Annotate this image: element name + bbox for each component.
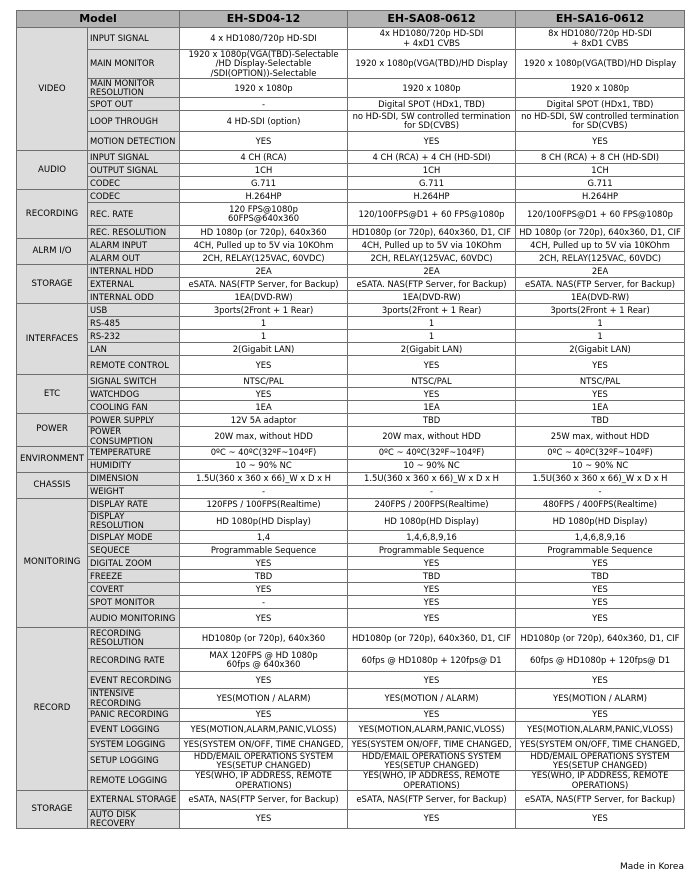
- category-cell: STORAGE: [17, 265, 88, 304]
- feature-cell: REC. RATE: [88, 203, 180, 226]
- category-cell: STORAGE: [17, 790, 88, 828]
- value-cell: TBD: [348, 414, 516, 427]
- table-row: [17, 50, 685, 79]
- table-row: [17, 132, 685, 151]
- value-cell: 2(Gigabit LAN): [516, 343, 685, 356]
- value-cell: TBD: [516, 570, 685, 583]
- value-cell: NTSC/PAL: [180, 375, 348, 388]
- value-cell: 3ports(2Front + 1 Rear): [516, 304, 685, 317]
- feature-cell: FREEZE: [88, 570, 180, 583]
- value-cell: 3ports(2Front + 1 Rear): [348, 304, 516, 317]
- feature-cell: LAN: [88, 343, 180, 356]
- value-cell: 10 ~ 90% NC: [348, 459, 516, 472]
- value-cell: 1EA(DVD-RW): [348, 291, 516, 304]
- value-cell: H.264HP: [180, 190, 348, 203]
- feature-cell: INTENSIVE RECORDING: [88, 689, 180, 708]
- value-cell: YES: [180, 672, 348, 689]
- feature-cell: CODEC: [88, 190, 180, 203]
- feature-cell: DIGITAL ZOOM: [88, 557, 180, 570]
- table-row: [17, 649, 685, 672]
- value-cell: YES: [348, 388, 516, 401]
- value-cell: YES(MOTION / ALARM): [180, 689, 348, 708]
- feature-cell: SIGNAL SWITCH: [88, 375, 180, 388]
- value-cell: G.711: [180, 177, 348, 190]
- value-cell: 2EA: [516, 265, 685, 278]
- value-cell: YES: [516, 388, 685, 401]
- table-row: [17, 485, 685, 498]
- table-row: [17, 414, 685, 427]
- table-row: [17, 583, 685, 596]
- value-cell: HDD/EMAIL OPERATIONS SYSTEM YES(SETUP CHANGED): [516, 751, 685, 770]
- value-cell: YES(MOTION / ALARM): [348, 689, 516, 708]
- value-cell: YES(MOTION / ALARM): [516, 689, 685, 708]
- feature-cell: WATCHDOG: [88, 388, 180, 401]
- value-cell: 1EA: [180, 401, 348, 414]
- value-cell: 120/100FPS@D1 + 60 FPS@1080p: [516, 203, 685, 226]
- value-cell: 2(Gigabit LAN): [348, 343, 516, 356]
- value-cell: 2CH, RELAY(125VAC, 60VDC): [348, 252, 516, 265]
- category-cell: VIDEO: [17, 28, 88, 151]
- feature-cell: ALARM OUT: [88, 252, 180, 265]
- feature-cell: EXTERNAL: [88, 278, 180, 291]
- value-cell: 480FPS / 400FPS(Realtime): [516, 498, 685, 511]
- value-cell: eSATA, NAS(FTP Server, for Backup): [348, 790, 516, 809]
- value-cell: 2(Gigabit LAN): [180, 343, 348, 356]
- table-row: [17, 672, 685, 689]
- table-row: [17, 356, 685, 375]
- table-row: [17, 388, 685, 401]
- table-row: [17, 751, 685, 770]
- value-cell: YES(WHO, IP ADDRESS, REMOTE OPERATIONS): [516, 771, 685, 790]
- table-row: [17, 111, 685, 132]
- value-cell: Programmable Sequence: [516, 544, 685, 557]
- value-cell: 1920 x 1080p(VGA(TBD)-Selectable /HD Display-Selectable /SDI(OPTION))-Selectable: [180, 50, 348, 79]
- feature-cell: POWER SUPPLY: [88, 414, 180, 427]
- value-cell: 1: [348, 330, 516, 343]
- value-cell: HD1080p (or 720p), 640x360, D1, CIF: [348, 226, 516, 239]
- model-header: Model: [17, 11, 180, 28]
- value-cell: YES(SYSTEM ON/OFF, TIME CHANGED,: [180, 738, 348, 751]
- value-cell: YES: [180, 356, 348, 375]
- feature-cell: RECORDING RATE: [88, 649, 180, 672]
- value-cell: YES(MOTION,ALARM,PANIC,VLOSS): [516, 721, 685, 738]
- model-name-1: EH-SD04-12: [180, 11, 348, 28]
- value-cell: eSATA. NAS(FTP Server, for Backup): [180, 278, 348, 291]
- value-cell: YES: [348, 583, 516, 596]
- table-row: [17, 498, 685, 511]
- value-cell: YES: [180, 388, 348, 401]
- value-cell: HD1080p (or 720p), 640x360, D1, CIF: [348, 628, 516, 649]
- value-cell: YES: [348, 809, 516, 828]
- table-row: [17, 226, 685, 239]
- feature-cell: MAIN MONITOR: [88, 50, 180, 79]
- value-cell: -: [348, 485, 516, 498]
- feature-cell: PANIC RECORDING: [88, 708, 180, 721]
- value-cell: eSATA, NAS(FTP Server, for Backup): [516, 790, 685, 809]
- feature-cell: SPOT MONITOR: [88, 596, 180, 609]
- value-cell: 1: [348, 317, 516, 330]
- feature-cell: POWER CONSUMPTION: [88, 427, 180, 446]
- value-cell: HD 1080p(HD Display): [180, 511, 348, 530]
- value-cell: 1CH: [180, 164, 348, 177]
- value-cell: YES: [516, 708, 685, 721]
- value-cell: HDD/EMAIL OPERATIONS SYSTEM YES(SETUP CHANGED): [348, 751, 516, 770]
- value-cell: YES: [180, 132, 348, 151]
- value-cell: HDD/EMAIL OPERATIONS SYSTEM YES(SETUP CHANGED): [180, 751, 348, 770]
- table-row: [17, 446, 685, 459]
- value-cell: 25W max, without HDD: [516, 427, 685, 446]
- value-cell: YES: [180, 583, 348, 596]
- category-cell: ETC: [17, 375, 88, 414]
- value-cell: HD1080p (or 720p), 640x360: [180, 628, 348, 649]
- table-row: [17, 511, 685, 530]
- value-cell: 1920 x 1080p: [516, 79, 685, 98]
- value-cell: YES(SYSTEM ON/OFF, TIME CHANGED,: [348, 738, 516, 751]
- table-row: [17, 401, 685, 414]
- value-cell: YES: [348, 596, 516, 609]
- value-cell: 2CH, RELAY(125VAC, 60VDC): [180, 252, 348, 265]
- value-cell: YES(MOTION,ALARM,PANIC,VLOSS): [348, 721, 516, 738]
- value-cell: 12V 5A adaptor: [180, 414, 348, 427]
- value-cell: G.711: [516, 177, 685, 190]
- feature-cell: SEQUECE: [88, 544, 180, 557]
- spec-table: [16, 10, 685, 829]
- value-cell: YES: [180, 557, 348, 570]
- category-cell: MONITORING: [17, 498, 88, 627]
- value-cell: 1EA(DVD-RW): [180, 291, 348, 304]
- feature-cell: INTERNAL HDD: [88, 265, 180, 278]
- table-row: [17, 557, 685, 570]
- feature-cell: SPOT OUT: [88, 98, 180, 111]
- value-cell: 4CH, Pulled up to 5V via 10KOhm: [516, 239, 685, 252]
- feature-cell: INPUT SIGNAL: [88, 151, 180, 164]
- value-cell: 0ºC ~ 40ºC(32ºF~104ºF): [180, 446, 348, 459]
- value-cell: YES: [348, 609, 516, 628]
- table-row: [17, 28, 685, 50]
- table-row: [17, 375, 685, 388]
- feature-cell: EVENT RECORDING: [88, 672, 180, 689]
- value-cell: HD 1080p(HD Display): [348, 511, 516, 530]
- value-cell: -: [180, 98, 348, 111]
- value-cell: 120/100FPS@D1 + 60 FPS@1080p: [348, 203, 516, 226]
- value-cell: YES: [348, 672, 516, 689]
- value-cell: YES: [348, 356, 516, 375]
- value-cell: 20W max, without HDD: [180, 427, 348, 446]
- value-cell: G.711: [348, 177, 516, 190]
- model-name-2: EH-SA08-0612: [348, 11, 516, 28]
- table-row: [17, 570, 685, 583]
- category-cell: ENVIRONMENT: [17, 446, 88, 472]
- table-row: [17, 265, 685, 278]
- value-cell: 0ºC ~ 40ºC(32ºF~104ºF): [516, 446, 685, 459]
- value-cell: no HD-SDI, SW controlled termination for SD(CVBS): [348, 111, 516, 132]
- table-row: [17, 809, 685, 828]
- table-row: [17, 164, 685, 177]
- feature-cell: REMOTE CONTROL: [88, 356, 180, 375]
- value-cell: 1CH: [516, 164, 685, 177]
- table-row: [17, 203, 685, 226]
- feature-cell: REC. RESOLUTION: [88, 226, 180, 239]
- table-row: [17, 459, 685, 472]
- value-cell: 10 ~ 90% NC: [180, 459, 348, 472]
- value-cell: -: [180, 596, 348, 609]
- value-cell: 120FPS / 100FPS(Realtime): [180, 498, 348, 511]
- value-cell: TBD: [348, 570, 516, 583]
- feature-cell: INTERNAL ODD: [88, 291, 180, 304]
- made-in-label: Made in Korea: [620, 862, 684, 872]
- value-cell: Digital SPOT (HDx1, TBD): [516, 98, 685, 111]
- value-cell: 8x HD1080/720p HD-SDI + 8xD1 CVBS: [516, 28, 685, 50]
- value-cell: 1: [516, 317, 685, 330]
- table-row: [17, 98, 685, 111]
- value-cell: eSATA. NAS(FTP Server, for Backup): [516, 278, 685, 291]
- feature-cell: USB: [88, 304, 180, 317]
- value-cell: -: [516, 485, 685, 498]
- table-row: [17, 252, 685, 265]
- table-row: [17, 609, 685, 628]
- value-cell: eSATA, NAS(FTP Server, for Backup): [180, 790, 348, 809]
- value-cell: H.264HP: [348, 190, 516, 203]
- value-cell: 1CH: [348, 164, 516, 177]
- value-cell: HD 1080p (or 720p), 640x360: [180, 226, 348, 239]
- value-cell: 1.5U(360 x 360 x 66)_W x D x H: [516, 472, 685, 485]
- category-cell: POWER: [17, 414, 88, 446]
- value-cell: 2EA: [180, 265, 348, 278]
- value-cell: 1: [180, 317, 348, 330]
- value-cell: YES(MOTION,ALARM,PANIC,VLOSS): [180, 721, 348, 738]
- value-cell: YES: [516, 809, 685, 828]
- value-cell: 4 CH (RCA): [180, 151, 348, 164]
- feature-cell: ALARM INPUT: [88, 239, 180, 252]
- value-cell: 1920 x 1080p(VGA(TBD)/HD Display: [348, 50, 516, 79]
- feature-cell: DIMENSION: [88, 472, 180, 485]
- feature-cell: SETUP LOGGING: [88, 751, 180, 770]
- table-row: [17, 177, 685, 190]
- feature-cell: OUTPUT SIGNAL: [88, 164, 180, 177]
- feature-cell: COVERT: [88, 583, 180, 596]
- spec-header: [17, 11, 685, 28]
- value-cell: YES: [348, 708, 516, 721]
- value-cell: YES: [348, 132, 516, 151]
- table-row: [17, 190, 685, 203]
- value-cell: 1EA: [348, 401, 516, 414]
- value-cell: 1.5U(360 x 360 x 66)_W x D x H: [348, 472, 516, 485]
- table-row: [17, 304, 685, 317]
- table-row: [17, 771, 685, 790]
- category-cell: RECORDING: [17, 190, 88, 239]
- value-cell: HD 1080p(HD Display): [516, 511, 685, 530]
- value-cell: Programmable Sequence: [180, 544, 348, 557]
- value-cell: YES(WHO, IP ADDRESS, REMOTE OPERATIONS): [180, 771, 348, 790]
- feature-cell: DISPLAY RATE: [88, 498, 180, 511]
- table-row: [17, 427, 685, 446]
- table-row: [17, 628, 685, 649]
- category-cell: ALRM I/O: [17, 239, 88, 265]
- value-cell: YES: [516, 557, 685, 570]
- value-cell: 1EA: [516, 401, 685, 414]
- feature-cell: EXTERNAL STORAGE: [88, 790, 180, 809]
- value-cell: 4 CH (RCA) + 4 CH (HD-SDI): [348, 151, 516, 164]
- feature-cell: HUMIDITY: [88, 459, 180, 472]
- value-cell: -: [180, 485, 348, 498]
- spec-body: [17, 28, 685, 829]
- feature-cell: COOLING FAN: [88, 401, 180, 414]
- feature-cell: RS-232: [88, 330, 180, 343]
- feature-cell: TEMPERATURE: [88, 446, 180, 459]
- table-row: [17, 239, 685, 252]
- value-cell: 120 FPS@1080p 60FPS@640x360: [180, 203, 348, 226]
- value-cell: HD 1080p (or 720p), 640x360, D1, CIF: [516, 226, 685, 239]
- value-cell: 2EA: [348, 265, 516, 278]
- category-cell: CHASSIS: [17, 472, 88, 498]
- table-row: [17, 790, 685, 809]
- value-cell: Digital SPOT (HDx1, TBD): [348, 98, 516, 111]
- value-cell: 2CH, RELAY(125VAC, 60VDC): [516, 252, 685, 265]
- value-cell: Programmable Sequence: [348, 544, 516, 557]
- value-cell: 1,4: [180, 531, 348, 544]
- table-row: [17, 472, 685, 485]
- value-cell: 20W max, without HDD: [348, 427, 516, 446]
- value-cell: NTSC/PAL: [348, 375, 516, 388]
- value-cell: 1,4,6,8,9,16: [348, 531, 516, 544]
- value-cell: 1920 x 1080p(VGA(TBD)/HD Display: [516, 50, 685, 79]
- table-row: [17, 79, 685, 98]
- value-cell: no HD-SDI, SW controlled termination for SD(CVBS): [516, 111, 685, 132]
- table-row: [17, 151, 685, 164]
- table-row: [17, 330, 685, 343]
- value-cell: 1.5U(360 x 360 x 66)_W x D x H: [180, 472, 348, 485]
- value-cell: 240FPS / 200FPS(Realtime): [348, 498, 516, 511]
- value-cell: YES: [516, 672, 685, 689]
- value-cell: TBD: [516, 414, 685, 427]
- feature-cell: EVENT LOGGING: [88, 721, 180, 738]
- table-row: [17, 708, 685, 721]
- feature-cell: MOTION DETECTION: [88, 132, 180, 151]
- value-cell: 10 ~ 90% NC: [516, 459, 685, 472]
- header-row: [17, 11, 685, 28]
- value-cell: YES: [180, 809, 348, 828]
- feature-cell: CODEC: [88, 177, 180, 190]
- category-cell: RECORD: [17, 628, 88, 790]
- value-cell: YES(SYSTEM ON/OFF, TIME CHANGED,: [516, 738, 685, 751]
- value-cell: YES: [516, 596, 685, 609]
- feature-cell: RS-485: [88, 317, 180, 330]
- value-cell: 3ports(2Front + 1 Rear): [180, 304, 348, 317]
- category-cell: INTERFACES: [17, 304, 88, 375]
- value-cell: YES: [516, 609, 685, 628]
- value-cell: 1920 x 1080p: [180, 79, 348, 98]
- value-cell: H.264HP: [516, 190, 685, 203]
- value-cell: YES: [516, 583, 685, 596]
- value-cell: TBD: [180, 570, 348, 583]
- value-cell: 60fps @ HD1080p + 120fps@ D1: [348, 649, 516, 672]
- value-cell: 4 x HD1080/720p HD-SDI: [180, 28, 348, 50]
- feature-cell: AUTO DISK RECOVERY: [88, 809, 180, 828]
- value-cell: YES(WHO, IP ADDRESS, REMOTE OPERATIONS): [348, 771, 516, 790]
- value-cell: NTSC/PAL: [516, 375, 685, 388]
- value-cell: YES: [180, 609, 348, 628]
- table-row: [17, 317, 685, 330]
- table-row: [17, 531, 685, 544]
- feature-cell: WEIGHT: [88, 485, 180, 498]
- table-row: [17, 343, 685, 356]
- feature-cell: SYSTEM LOGGING: [88, 738, 180, 751]
- table-row: [17, 721, 685, 738]
- value-cell: 1: [516, 330, 685, 343]
- feature-cell: AUDIO MONITORING: [88, 609, 180, 628]
- value-cell: YES: [516, 356, 685, 375]
- value-cell: 1,4,6,8,9,16: [516, 531, 685, 544]
- value-cell: 1: [180, 330, 348, 343]
- value-cell: YES: [180, 708, 348, 721]
- category-cell: AUDIO: [17, 151, 88, 190]
- value-cell: HD1080p (or 720p), 640x360, D1, CIF: [516, 628, 685, 649]
- value-cell: 4CH, Pulled up to 5V via 10KOhm: [348, 239, 516, 252]
- feature-cell: REMOTE LOGGING: [88, 771, 180, 790]
- model-name-3: EH-SA16-0612: [516, 11, 685, 28]
- feature-cell: RECORDING RESOLUTION: [88, 628, 180, 649]
- value-cell: 60fps @ HD1080p + 120fps@ D1: [516, 649, 685, 672]
- table-row: [17, 689, 685, 708]
- value-cell: MAX 120FPS @ HD 1080p 60fps @ 640x360: [180, 649, 348, 672]
- value-cell: 1920 x 1080p: [348, 79, 516, 98]
- value-cell: 1EA(DVD-RW): [516, 291, 685, 304]
- value-cell: YES: [516, 132, 685, 151]
- feature-cell: LOOP THROUGH: [88, 111, 180, 132]
- table-row: [17, 738, 685, 751]
- feature-cell: INPUT SIGNAL: [88, 28, 180, 50]
- table-row: [17, 291, 685, 304]
- value-cell: 8 CH (RCA) + 8 CH (HD-SDI): [516, 151, 685, 164]
- value-cell: 4x HD1080/720p HD-SDI + 4xD1 CVBS: [348, 28, 516, 50]
- table-row: [17, 596, 685, 609]
- table-row: [17, 278, 685, 291]
- feature-cell: MAIN MONITOR RESOLUTION: [88, 79, 180, 98]
- table-row: [17, 544, 685, 557]
- value-cell: 0ºC ~ 40ºC(32ºF~104ºF): [348, 446, 516, 459]
- value-cell: 4CH, Pulled up to 5V via 10KOhm: [180, 239, 348, 252]
- feature-cell: DISPLAY MODE: [88, 531, 180, 544]
- feature-cell: DISPLAY RESOLUTION: [88, 511, 180, 530]
- value-cell: eSATA. NAS(FTP Server, for Backup): [348, 278, 516, 291]
- value-cell: YES: [348, 557, 516, 570]
- value-cell: 4 HD-SDI (option): [180, 111, 348, 132]
